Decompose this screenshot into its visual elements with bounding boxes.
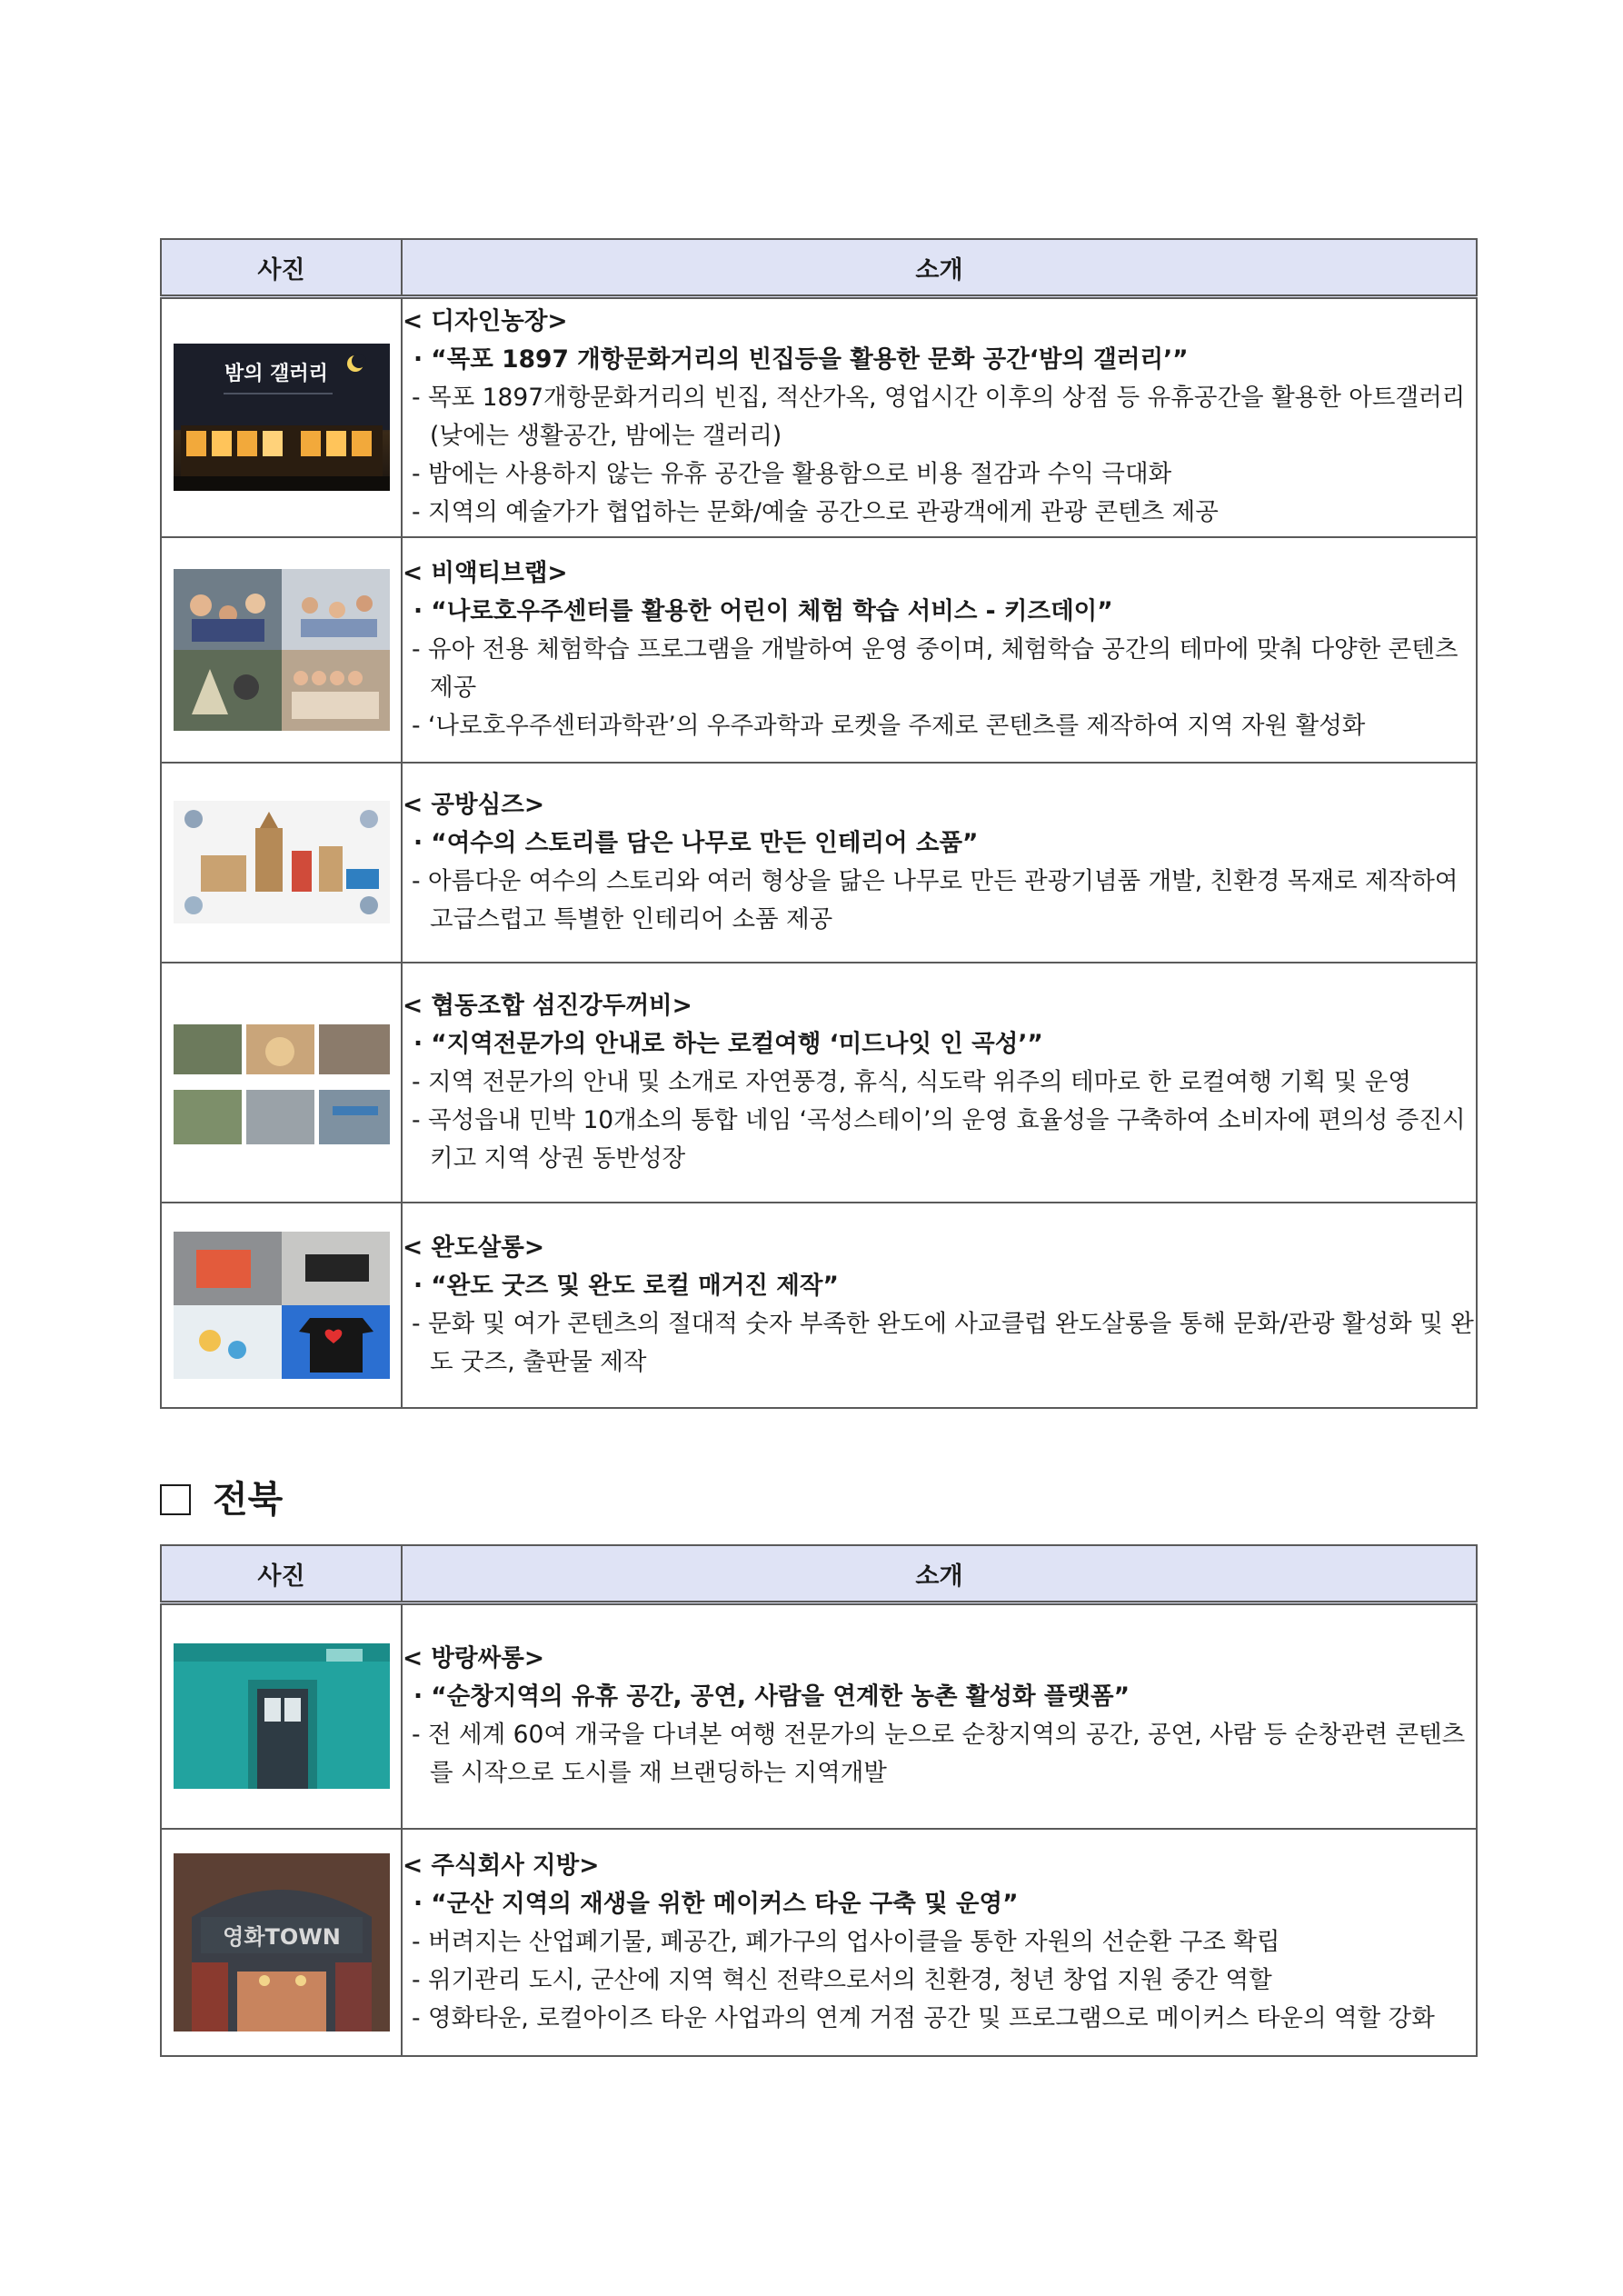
header-photo: 사진 <box>161 1545 402 1603</box>
table-row <box>161 763 1477 963</box>
photo-cell <box>161 1203 402 1408</box>
list-item-text: 곡성읍내 민박 10개소의 통합 네임 ‘곡성스테이’의 운영 효율성을 구축하여 소비자에 편의성 증진시키고 지역 상권 동반성장 <box>428 1105 1466 1173</box>
list-item-text: 유아 전용 체험학습 프로그램을 개발하여 운영 중이며, 체험학습 공간의 테마에 맞춰 다양한 콘텐츠 제공 <box>428 634 1459 702</box>
headline: · “군산 지역의 재생을 위한 메이커스 타운 구축 및 운영” <box>413 1889 1019 1918</box>
company-name: < 주식회사 지방> <box>403 1851 600 1880</box>
makers-town-illustration <box>174 1853 390 2031</box>
night-gallery-illustration <box>174 344 390 491</box>
table-row <box>161 297 1477 537</box>
list-item: - ‘나로호우주센터과학관’의 우주과학과 로켓을 주제로 콘텐츠를 제작하여 지역 자원 활성화 <box>412 711 1366 740</box>
list-item-text: 전 세계 60여 개국을 다녀본 여행 전문가의 눈으로 순창지역의 공간, 공연, 사람 등 순창관련 콘텐츠를 시작으로 도시를 재 브랜딩하는 지역개발 <box>428 1721 1466 1788</box>
table-row <box>161 963 1477 1203</box>
list-item: - 지역의 예술가가 협업하는 문화/예술 공간으로 관광객에게 관광 콘텐츠 제공 <box>412 498 1219 527</box>
table-row <box>161 537 1477 763</box>
headline: · “지역전문가의 안내로 하는 로컬여행 ‘미드나잇 인 곡성’” <box>413 1029 1043 1058</box>
jeonbuk-table <box>160 1544 1478 2057</box>
photo-sign-text: 영화TOWN <box>222 1923 341 1950</box>
list-item: - 문화 및 여가 콘텐츠의 절대적 숫자 부족한 완도에 사교클럽 완도살롱을 통해 문화/관광 활성화 및 완도 굿즈, 출판물 제작 <box>412 1309 1474 1376</box>
wooden-items-illustration <box>174 801 390 923</box>
company-name: < 방랑싸롱> <box>403 1644 545 1673</box>
header-photo: 사진 <box>161 239 402 297</box>
intro-cell <box>402 1203 1477 1408</box>
list-item-text: 버려지는 산업폐기물, 폐공간, 폐가구의 업사이클을 통한 자원의 선순환 구조 확립 <box>428 1927 1280 1956</box>
intro-cell <box>402 1829 1477 2056</box>
intro-cell <box>402 537 1477 763</box>
list-item-text: 지역의 예술가가 협업하는 문화/예술 공간으로 관광객에게 관광 콘텐츠 제공 <box>428 498 1219 527</box>
intro-cell <box>402 1603 1477 1829</box>
table-header-row <box>161 1545 1477 1603</box>
intro-cell <box>402 297 1477 537</box>
list-item: - 지역 전문가의 안내 및 소개로 자연풍경, 휴식, 식도락 위주의 테마로 한 로컬여행 기획 및 운영 <box>412 1067 1411 1096</box>
photo-cell <box>161 537 402 763</box>
wando-goods-photo-collage <box>174 1232 390 1379</box>
headline-text: “군산 지역의 재생을 위한 메이커스 타운 구축 및 운영” <box>431 1889 1019 1918</box>
headline: · “목포 1897 개항문화거리의 빈집등을 활용한 문화 공간‘밤의 갤러리’” <box>413 345 1189 374</box>
photo-cell <box>161 1829 402 2056</box>
list-item: - 영화타운, 로컬아이즈 타운 사업과의 연계 거점 공간 및 프로그램으로 메이커스 타운의 역할 강화 <box>412 2003 1435 2032</box>
list-item-text: 목포 1897개항문화거리의 빈집, 적산가옥, 영업시간 이후의 상점 등 유휴공간을 활용한 아트갤러리(낮에는 생활공간, 밤에는 갤러리) <box>428 384 1466 451</box>
photo-cell <box>161 1603 402 1829</box>
list-item: - 곡성읍내 민박 10개소의 통합 네임 ‘곡성스테이’의 운영 효율성을 구축하여 소비자에 편의성 증진시키고 지역 상권 동반성장 <box>412 1105 1466 1173</box>
intro-cell <box>402 763 1477 963</box>
travel-collage-illustration <box>174 1015 390 1150</box>
list-item: - 전 세계 60여 개국을 다녀본 여행 전문가의 눈으로 순창지역의 공간, 공연, 사람 등 순창관련 콘텐츠를 시작으로 도시를 재 브랜딩하는 지역개발 <box>412 1721 1466 1788</box>
photo-sign-text: 밤의 갤러리 <box>224 363 328 386</box>
table-row <box>161 1829 1477 2056</box>
headline-text: “지역전문가의 안내로 하는 로컬여행 ‘미드나잇 인 곡성’” <box>431 1029 1043 1058</box>
photo-cell <box>161 963 402 1203</box>
headline-text: “나로호우주센터를 활용한 어린이 체험 학습 서비스 - 키즈데이” <box>431 596 1113 625</box>
table-row <box>161 1203 1477 1408</box>
list-item-text: 위기관리 도시, 군산에 지역 혁신 전략으로서의 친환경, 청년 창업 지원 중간 역할 <box>428 1965 1272 1994</box>
night-gallery-photo <box>174 344 390 491</box>
photo-cell <box>161 763 402 963</box>
list-item-text: 영화타운, 로컬아이즈 타운 사업과의 연계 거점 공간 및 프로그램으로 메이커스 타운의 역할 강화 <box>428 2003 1435 2032</box>
header-intro: 소개 <box>402 239 1477 297</box>
kids-day-photo-collage <box>174 569 390 731</box>
list-item: - 유아 전용 체험학습 프로그램을 개발하여 운영 중이며, 체험학습 공간의 테마에 맞춰 다양한 콘텐츠 제공 <box>412 634 1459 702</box>
company-name: < 협동조합 섬진강두꺼비> <box>403 991 692 1020</box>
table-row <box>161 1603 1477 1829</box>
headline-text: “목포 1897 개항문화거리의 빈집등을 활용한 문화 공간‘밤의 갤러리’” <box>431 345 1189 374</box>
jeonnam-table <box>160 238 1478 1409</box>
section-title-jeonbuk <box>160 1474 283 1525</box>
headline-text: “순창지역의 유휴 공간, 공연, 사람을 연계한 농촌 활성화 플랫폼” <box>431 1682 1130 1712</box>
company-name: < 비액티브랩> <box>403 558 568 587</box>
list-item-text: 지역 전문가의 안내 및 소개로 자연풍경, 휴식, 식도락 위주의 테마로 한 로컬여행 기획 및 운영 <box>428 1067 1411 1096</box>
list-item: - 버려지는 산업폐기물, 폐공간, 폐가구의 업사이클을 통한 자원의 선순환 구조 확립 <box>412 1927 1280 1956</box>
headline-text: “여수의 스토리를 담은 나무로 만든 인테리어 소품” <box>431 828 979 857</box>
list-item-text: 아름다운 여수의 스토리와 여러 형상을 닮은 나무로 만든 관광기념품 개발, 친환경 목재로 제작하여 고급스럽고 특별한 인테리어 소품 제공 <box>428 866 1459 933</box>
makers-town-photo <box>174 1853 390 2031</box>
intro-cell <box>402 963 1477 1203</box>
headline: · “여수의 스토리를 담은 나무로 만든 인테리어 소품” <box>413 828 979 857</box>
goods-illustration <box>174 1232 390 1379</box>
list-item-text: 문화 및 여가 콘텐츠의 절대적 숫자 부족한 완도에 사교클럽 완도살롱을 통해 문화/관광 활성화 및 완도 굿즈, 출판물 제작 <box>428 1309 1474 1376</box>
list-item-text: 밤에는 사용하지 않는 유휴 공간을 활용함으로 비용 절감과 수익 극대화 <box>428 460 1172 489</box>
list-item: - 아름다운 여수의 스토리와 여러 형상을 닮은 나무로 만든 관광기념품 개발, 친환경 목재로 제작하여 고급스럽고 특별한 인테리어 소품 제공 <box>412 866 1459 933</box>
table-header-row <box>161 239 1477 297</box>
wooden-souvenir-photo <box>174 801 390 923</box>
list-item: - 밤에는 사용하지 않는 유휴 공간을 활용함으로 비용 절감과 수익 극대화 <box>412 460 1172 489</box>
company-name: < 완도살롱> <box>403 1233 545 1262</box>
local-travel-photo-collage <box>174 1015 390 1150</box>
checkbox-square-icon <box>160 1484 191 1515</box>
company-name: < 디자인농장> <box>403 307 568 336</box>
headline: · “완도 굿즈 및 완도 로컬 매거진 제작” <box>413 1271 839 1300</box>
headline-text: “완도 굿즈 및 완도 로컬 매거진 제작” <box>431 1271 839 1300</box>
bangrang-salon-photo <box>174 1643 390 1789</box>
teal-building-illustration <box>174 1643 390 1789</box>
collage-illustration <box>174 569 390 731</box>
list-item: - 위기관리 도시, 군산에 지역 혁신 전략으로서의 친환경, 청년 창업 지원 중간 역할 <box>412 1965 1272 1994</box>
list-item: - 목포 1897개항문화거리의 빈집, 적산가옥, 영업시간 이후의 상점 등 유휴공간을 활용한 아트갤러리(낮에는 생활공간, 밤에는 갤러리) <box>412 384 1466 451</box>
section-title-text: 전북 <box>213 1479 284 1521</box>
photo-cell <box>161 297 402 537</box>
headline: · “순창지역의 유휴 공간, 공연, 사람을 연계한 농촌 활성화 플랫폼” <box>413 1682 1130 1712</box>
list-item-text: ‘나로호우주센터과학관’의 우주과학과 로켓을 주제로 콘텐츠를 제작하여 지역 자원 활성화 <box>428 711 1366 740</box>
company-name: < 공방심즈> <box>403 790 545 819</box>
headline: · “나로호우주센터를 활용한 어린이 체험 학습 서비스 - 키즈데이” <box>413 596 1113 625</box>
header-intro: 소개 <box>402 1545 1477 1603</box>
